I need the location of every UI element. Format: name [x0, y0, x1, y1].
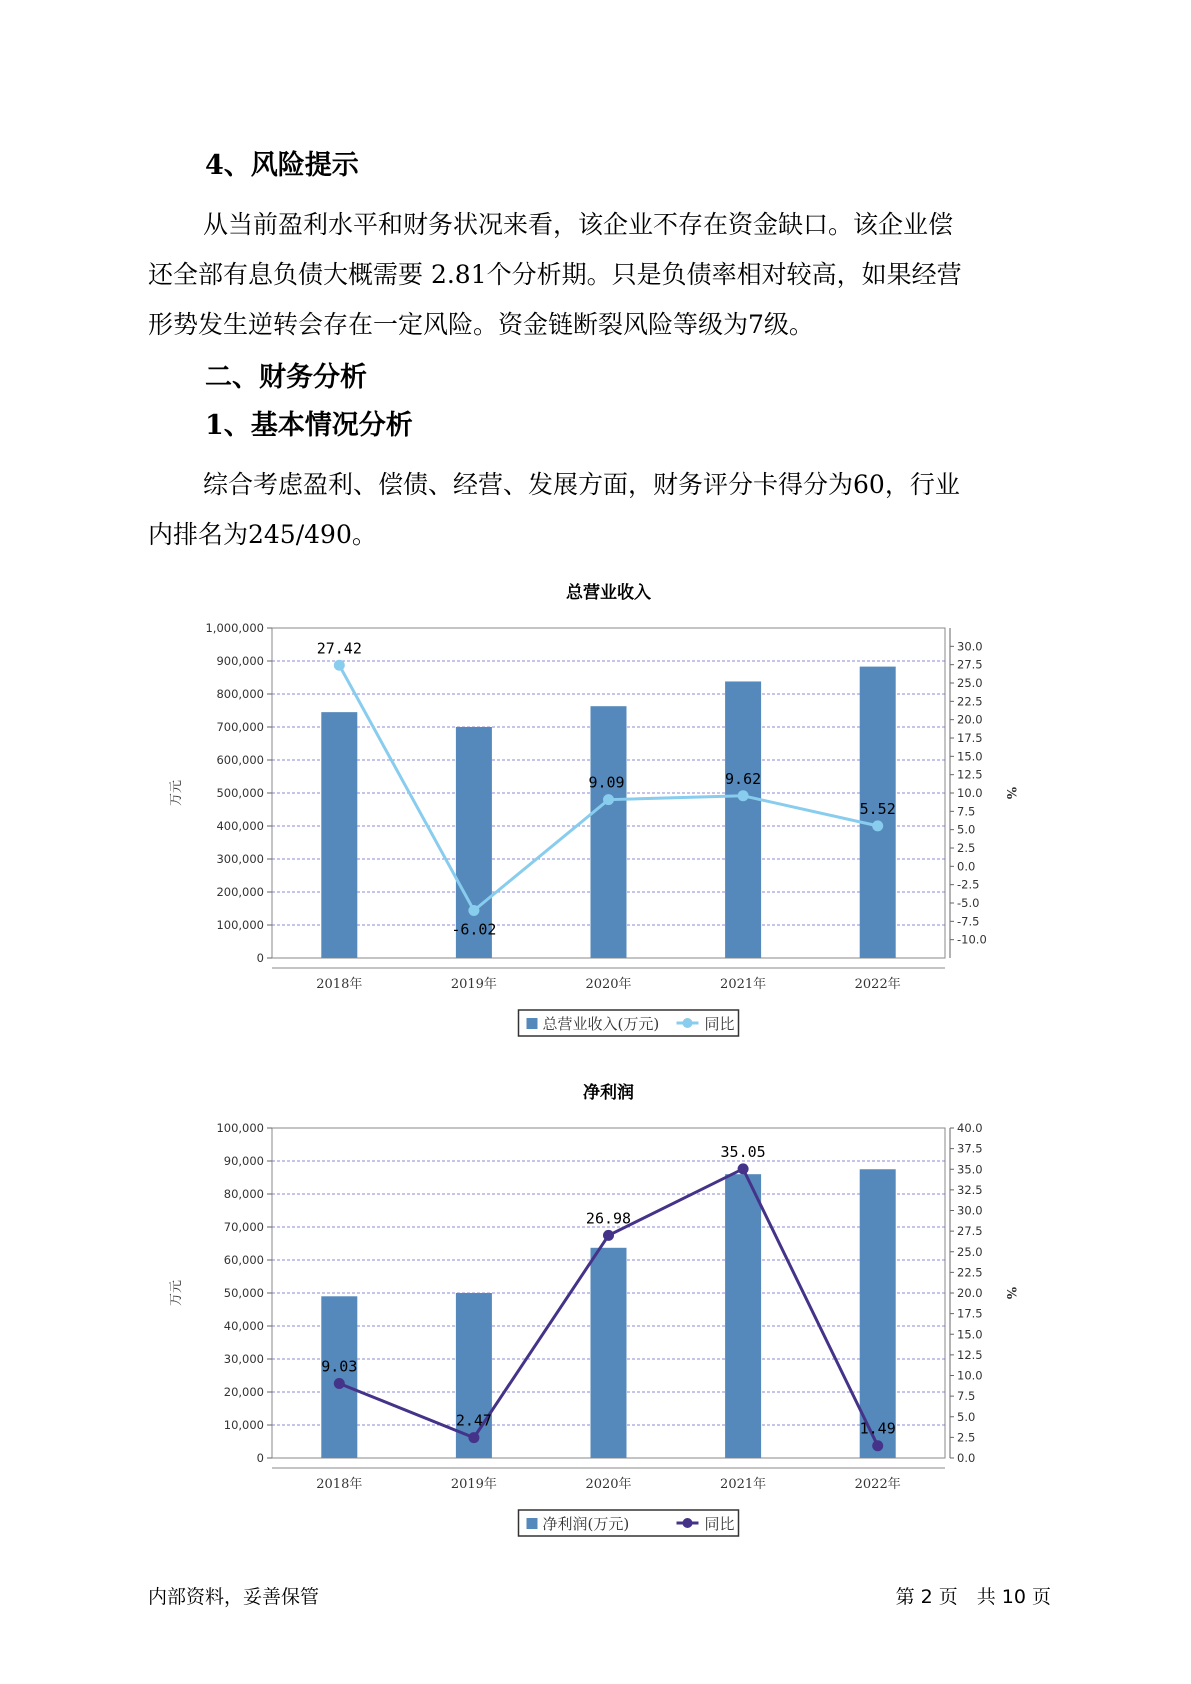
y-tick-label: 90,000: [223, 1154, 264, 1168]
x-tick-label: 2019年: [450, 1477, 497, 1492]
y2-tick-label: 20.0: [957, 712, 983, 727]
line-point: [334, 660, 345, 671]
y-tick-label: 300,000: [216, 852, 264, 866]
data-label: 2.47: [455, 1411, 492, 1430]
section-heading-basic: 1、基本情况分析: [205, 410, 413, 441]
section-heading-finance: 二、财务分析: [205, 362, 367, 393]
y2-tick-label: 37.5: [957, 1141, 983, 1156]
y2-tick-label: 5.0: [957, 1409, 976, 1424]
y2-tick-label: 7.5: [957, 1389, 976, 1404]
x-tick-label: 2018年: [316, 977, 363, 992]
chart-title: 净利润: [583, 1083, 634, 1103]
revenue-chart-svg: [150, 578, 1018, 1033]
y2-tick-label: 25.0: [957, 1244, 983, 1259]
footer-confidential: 内部资料，妥善保管: [148, 1586, 320, 1608]
y-tick-label: 20,000: [223, 1385, 264, 1399]
y2-tick-label: -2.5: [957, 877, 980, 892]
y2-tick-label: 0.0: [957, 1451, 976, 1465]
y2-tick-label: 27.5: [957, 1224, 983, 1239]
y2-tick-label: 30.0: [957, 639, 983, 654]
y-tick-label: 70,000: [223, 1220, 264, 1234]
data-label: 1.49: [859, 1419, 896, 1438]
y2-tick-label: 40.0: [957, 1121, 983, 1135]
x-tick-label: 2019年: [450, 977, 497, 992]
y2-tick-label: 10.0: [957, 786, 983, 800]
y2-tick-label: -7.5: [957, 914, 980, 929]
line-point: [872, 820, 883, 831]
y-tick-label: 1,000,000: [205, 621, 264, 635]
y2-tick-label: 15.0: [957, 1327, 983, 1342]
line-point: [738, 790, 749, 801]
legend-swatch-marker: [683, 1018, 693, 1028]
y2-tick-label: 12.5: [957, 1347, 983, 1362]
bar: [321, 712, 357, 958]
y2-tick-label: 5.0: [957, 822, 976, 837]
legend-label: 同比: [704, 1515, 735, 1533]
legend-swatch-marker: [683, 1518, 693, 1528]
y-tick-label: 10,000: [223, 1418, 264, 1432]
y-tick-label: 100,000: [216, 1121, 264, 1135]
y2-tick-label: 0.0: [957, 859, 976, 874]
section-heading-risk: 4、风险提示: [205, 150, 359, 181]
bar: [725, 1174, 761, 1458]
y-tick-label: 800,000: [216, 687, 264, 701]
net-profit-chart-svg: [150, 1078, 1018, 1533]
y2-tick-label: 7.5: [957, 804, 976, 819]
y2-axis-title: %: [1003, 786, 1018, 800]
bar: [591, 706, 627, 958]
y2-tick-label: 17.5: [957, 731, 983, 745]
y2-tick-label: 35.0: [957, 1162, 983, 1177]
y2-tick-label: 27.5: [957, 657, 983, 672]
data-label: -6.02: [451, 920, 497, 939]
y2-tick-label: 10.0: [957, 1368, 983, 1383]
y-tick-label: 60,000: [223, 1253, 264, 1267]
legend-swatch-bar: [527, 1518, 538, 1529]
risk-paragraph: [148, 200, 1053, 350]
legend-label: 同比: [704, 1015, 735, 1033]
line-point: [468, 1432, 479, 1443]
line-point: [603, 794, 614, 805]
legend-label: 净利润(万元): [542, 1515, 630, 1533]
basic-line: 综合考虑盈利、偿债、经营、发展方面，财务评分卡得分为60，行业: [203, 470, 960, 499]
y-tick-label: 400,000: [216, 819, 264, 833]
line-point: [738, 1163, 749, 1174]
data-label: 27.42: [316, 639, 362, 658]
legend-label: 总营业收入(万元): [542, 1015, 660, 1033]
y2-tick-label: 2.5: [957, 1430, 976, 1445]
y-tick-label: 500,000: [216, 786, 264, 800]
data-label: 35.05: [720, 1142, 766, 1161]
bar: [860, 1169, 896, 1458]
x-tick-label: 2022年: [854, 1477, 901, 1492]
line-point: [872, 1440, 883, 1451]
line-point: [603, 1230, 614, 1241]
data-label: 9.09: [588, 773, 625, 792]
y-tick-label: 600,000: [216, 753, 264, 767]
net-profit-chart: [150, 1078, 1018, 1533]
y2-tick-label: 25.0: [957, 676, 983, 690]
y-tick-label: 0: [256, 1451, 264, 1465]
y-tick-label: 0: [256, 951, 264, 965]
bar: [591, 1248, 627, 1458]
line-point: [334, 1378, 345, 1389]
y-tick-label: 50,000: [223, 1286, 264, 1300]
legend-swatch-bar: [527, 1018, 538, 1029]
risk-line: 从当前盈利水平和财务状况来看，该企业不存在资金缺口。该企业偿: [203, 210, 954, 239]
basic-paragraph: [148, 460, 1053, 560]
basic-line: 内排名为245/490。: [148, 520, 377, 549]
bar: [725, 681, 761, 958]
y2-tick-label: 17.5: [957, 1306, 983, 1321]
x-tick-label: 2018年: [316, 1477, 363, 1492]
x-tick-label: 2020年: [585, 1477, 632, 1492]
y-tick-label: 900,000: [216, 654, 264, 668]
chart-title: 总营业收入: [566, 583, 651, 603]
x-tick-label: 2021年: [720, 977, 767, 992]
risk-line: 还全部有息负债大概需要 2.81个分析期。只是负债率相对较高，如果经营: [148, 260, 962, 289]
data-label: 9.62: [725, 769, 762, 788]
y2-tick-label: 22.5: [957, 694, 983, 709]
risk-line: 形势发生逆转会存在一定风险。资金链断裂风险等级为7级。: [148, 310, 814, 339]
y2-tick-label: 32.5: [957, 1182, 983, 1197]
data-label: 9.03: [321, 1357, 358, 1376]
y-tick-label: 40,000: [223, 1319, 264, 1333]
y2-tick-label: 30.0: [957, 1203, 983, 1218]
bar: [321, 1296, 357, 1458]
x-tick-label: 2021年: [720, 1477, 767, 1492]
y-tick-label: 30,000: [223, 1352, 264, 1366]
y-tick-label: 200,000: [216, 885, 264, 899]
y2-axis-title: %: [1003, 1286, 1018, 1300]
y2-tick-label: 12.5: [957, 767, 983, 782]
data-label: 26.98: [585, 1209, 632, 1228]
y2-tick-label: 2.5: [957, 841, 976, 855]
y-axis-title: 万元: [169, 1279, 184, 1307]
y-tick-label: 100,000: [216, 918, 264, 932]
revenue-chart: [150, 578, 1018, 1033]
y2-tick-label: 20.0: [957, 1286, 983, 1300]
y2-tick-label: 22.5: [957, 1265, 983, 1280]
x-tick-label: 2020年: [585, 977, 632, 992]
line-point: [468, 905, 479, 916]
y-tick-label: 700,000: [216, 720, 264, 734]
footer-page-number: 第 2 页 共 10 页: [895, 1586, 1051, 1608]
y2-tick-label: 15.0: [957, 749, 983, 764]
y2-tick-label: -10.0: [957, 932, 987, 947]
y-axis-title: 万元: [169, 779, 184, 807]
y2-tick-label: -5.0: [957, 896, 980, 910]
data-label: 5.52: [859, 799, 896, 818]
y-tick-label: 80,000: [223, 1187, 264, 1201]
x-tick-label: 2022年: [854, 977, 901, 992]
